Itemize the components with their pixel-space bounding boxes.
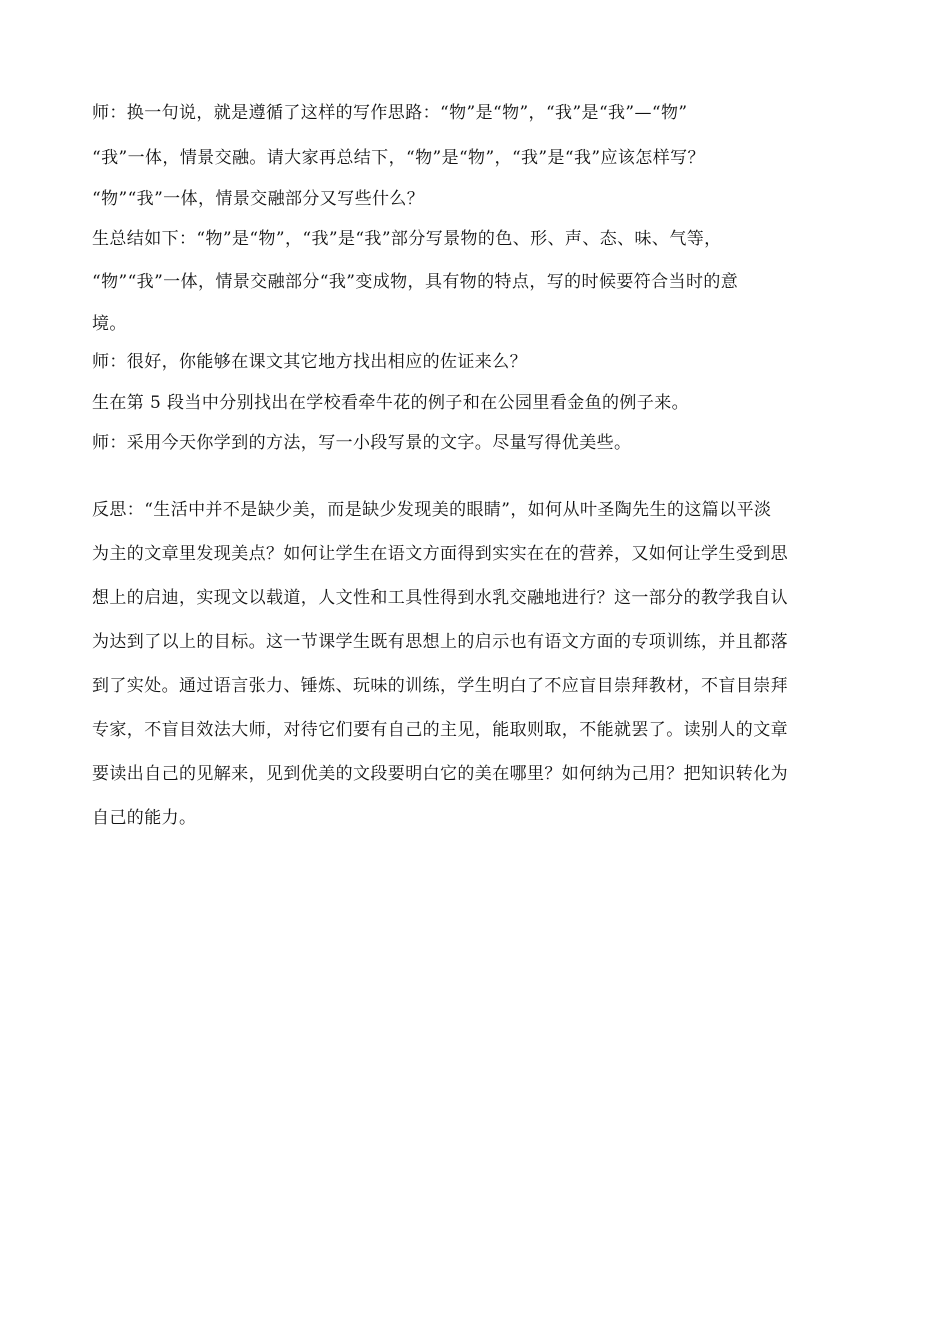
dialogue-line: 境。 [92,314,127,334]
dialogue-line: “物”“我”一体，情景交融部分“我”变成物，具有物的特点，写的时候要符合当时的意 [92,272,739,292]
reflection-line: 为主的文章里发现美点？如何让学生在语文方面得到实实在在的营养，又如何让学生受到思 [92,544,788,564]
reflection-line: 专家，不盲目效法大师，对待它们要有自己的主见，能取则取，不能就罢了。读别人的文章 [92,720,788,740]
dialogue-line: 生在第 5 段当中分别找出在学校看牵牛花的例子和在公园里看金鱼的例子来。 [92,393,690,413]
dialogue-line: “物”“我”一体，情景交融部分又写些什么？ [92,189,425,209]
dialogue-line: 师：很好，你能够在课文其它地方找出相应的佐证来么？ [92,352,527,372]
reflection-line: 要读出自己的见解来，见到优美的文段要明白它的美在哪里？如何纳为己用？把知识转化为 [92,764,788,784]
reflection-line: 反思：“生活中并不是缺少美，而是缺少发现美的眼睛”，如何从叶圣陶先生的这篇以平淡 [92,500,772,520]
dialogue-line: 生总结如下：“物”是“物”，“我”是“我”部分写景物的色、形、声、态、味、气等， [92,229,722,249]
dialogue-line: 师：采用今天你学到的方法，写一小段写景的文字。尽量写得优美些。 [92,433,632,453]
dialogue-line: “我”一体，情景交融。请大家再总结下，“物”是“物”，“我”是“我”应该怎样写？ [92,148,705,168]
reflection-line: 到了实处。通过语言张力、锤炼、玩味的训练，学生明白了不应盲目崇拜教材，不盲目崇拜 [92,676,788,696]
reflection-line: 想上的启迪，实现文以载道，人文性和工具性得到水乳交融地进行？这一部分的教学我自认 [92,588,788,608]
reflection-line: 自己的能力。 [92,808,197,828]
dialogue-line: 师：换一句说，就是遵循了这样的写作思路：“物”是“物”，“我”是“我”—“物” [92,103,688,123]
reflection-line: 为达到了以上的目标。这一节课学生既有思想上的启示也有语文方面的专项训练，并且都落 [92,632,788,652]
